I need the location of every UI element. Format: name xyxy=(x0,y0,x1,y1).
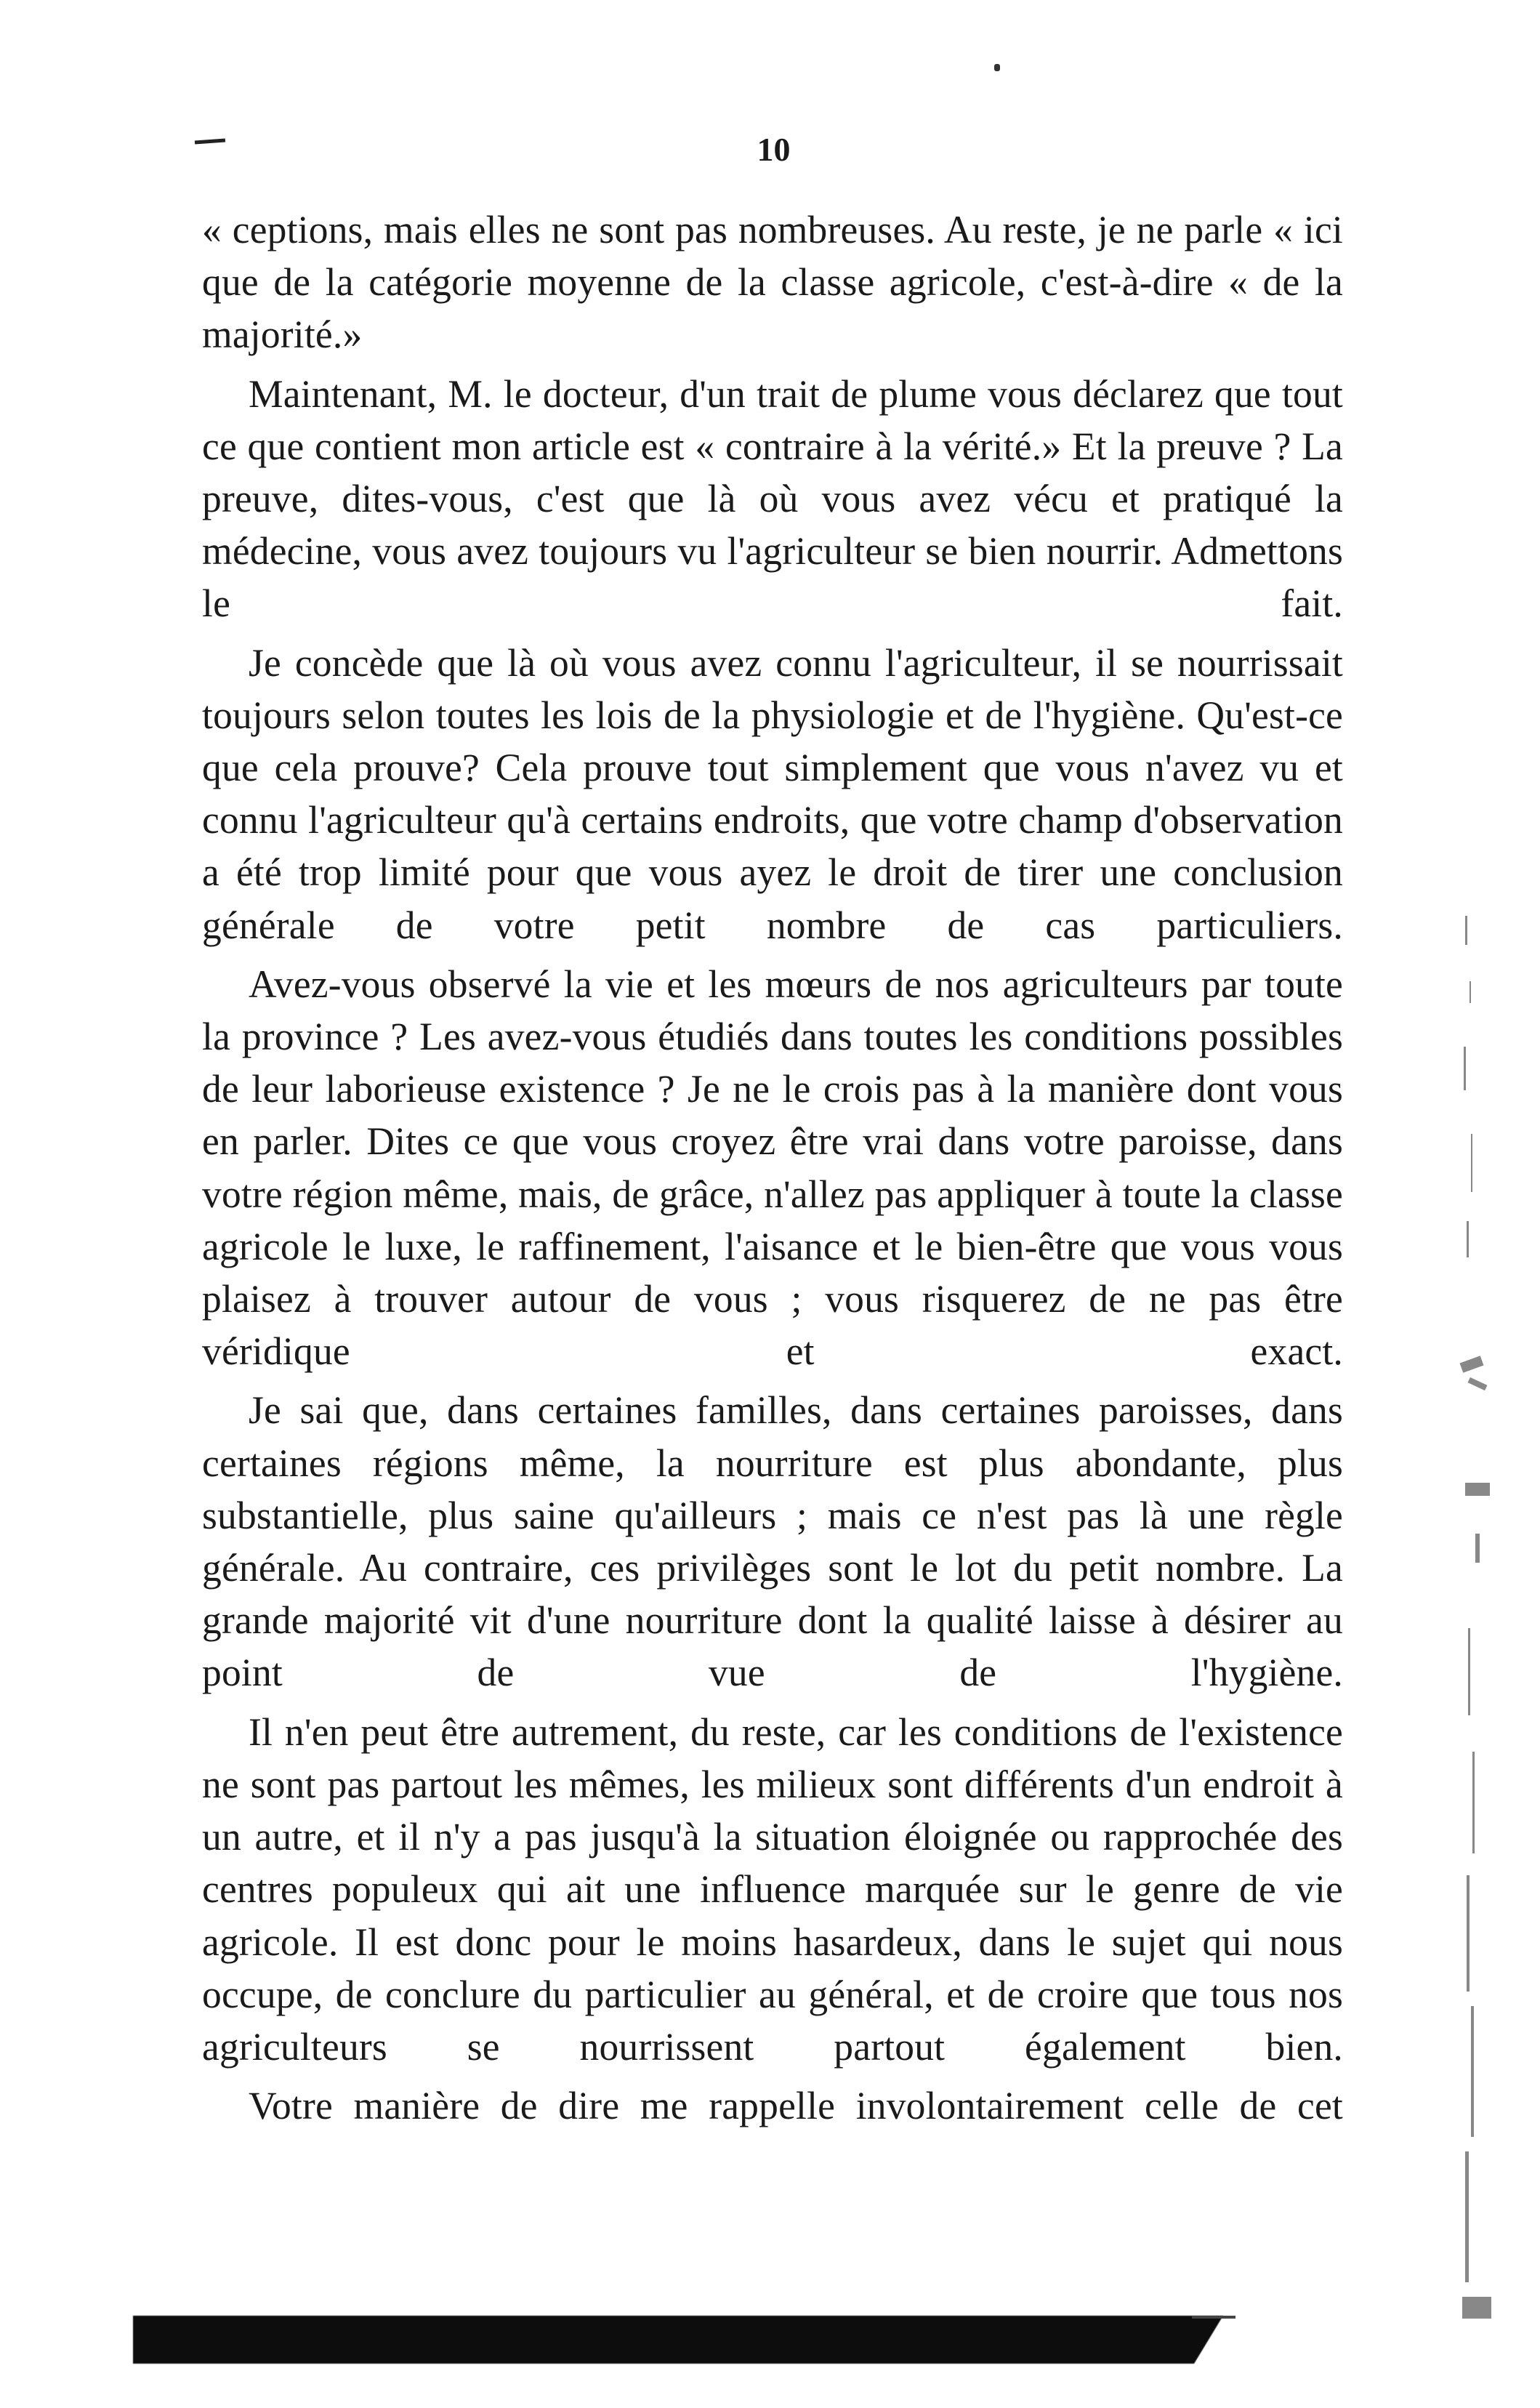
ink-dot xyxy=(994,64,1000,71)
paragraph-4: Avez-vous observé la vie et les mœurs de nos agriculteurs par toute la province ? Les avez-vous étudiés dans toutes les conditions possibles de leur laborieuse existence ? Je ne le crois pas à la manière dont vous en parler. Dites ce que vous croyez être vrai dans votre paroisse, dans votre région même, mais, de grâce, n'allez pas appliquer à toute la classe agricole le luxe, le raffinement, l'aisance et le bien-être que vous vous plaisez à trouver autour de vous ; vous risquerez de ne pas être véridique et exact. xyxy=(202,962,1343,1374)
bottom-scan-bar xyxy=(133,2316,1223,2364)
paragraph-1: « ceptions, mais elles ne sont pas nombreuses. Au reste, je ne parle « ici que de la catégorie moyenne de la classe agricole, c'est-à-dire « de la majorité.» xyxy=(202,208,1343,357)
body-text xyxy=(202,204,1343,2132)
margin-scan-noise xyxy=(1461,916,1512,2362)
paragraph-6: Il n'en peut être autrement, du reste, car les conditions de l'existence ne sont pas partout les mêmes, les milieux sont différents d'un endroit à un autre, et il n'y a pas jusqu'à la situation éloignée ou rapprochée des centres populeux qui ait une influence marquée sur le genre de vie agricole. Il est donc pour le moins hasardeux, dans le sujet qui nous occupe, de conclure du particulier au général, et de croire que tous nos agriculteurs se nourrissent partout également bien. xyxy=(202,1710,1343,2069)
paragraph-2: Maintenant, M. le docteur, d'un trait de plume vous déclarez que tout ce que contient mon article est « contraire à la vérité.» Et la preuve ? La preuve, dites-vous, c'est que là où vous avez vécu et pratiqué la médecine, vous avez toujours vu l'agriculteur se bien nourrir. Admettons le fait. xyxy=(202,371,1343,626)
bottom-scan-bar-tail xyxy=(1192,2316,1235,2319)
paragraph-5: Je sai que, dans certaines familles, dans certaines paroisses, dans certaines régions même, la nourriture est plus abondante, plus substantielle, plus saine qu'ailleurs ; mais ce n'est pas là une règle générale. Au contraire, ces privilèges sont le lot du petit nombre. La grande majorité vit d'une nourriture dont la qualité laisse à désirer au point de vue de l'hygiène. xyxy=(202,1388,1343,1695)
paragraph-3: Je concède que là où vous avez connu l'agriculteur, il se nourrissait toujours selon toutes les lois de la physiologie et de l'hygiène. Qu'est-ce que cela prouve? Cela prouve tout simplement que vous n'avez vu et connu l'agriculteur qu'à certains endroits, que votre champ d'observation a été trop limité pour que vous ayez le droit de tirer une conclusion générale de votre petit nombre de cas particuliers. xyxy=(202,640,1343,947)
page-number: 10 xyxy=(757,131,791,168)
paragraph-7: Votre manière de dire me rappelle involontairement celle de cet xyxy=(249,2084,1343,2128)
